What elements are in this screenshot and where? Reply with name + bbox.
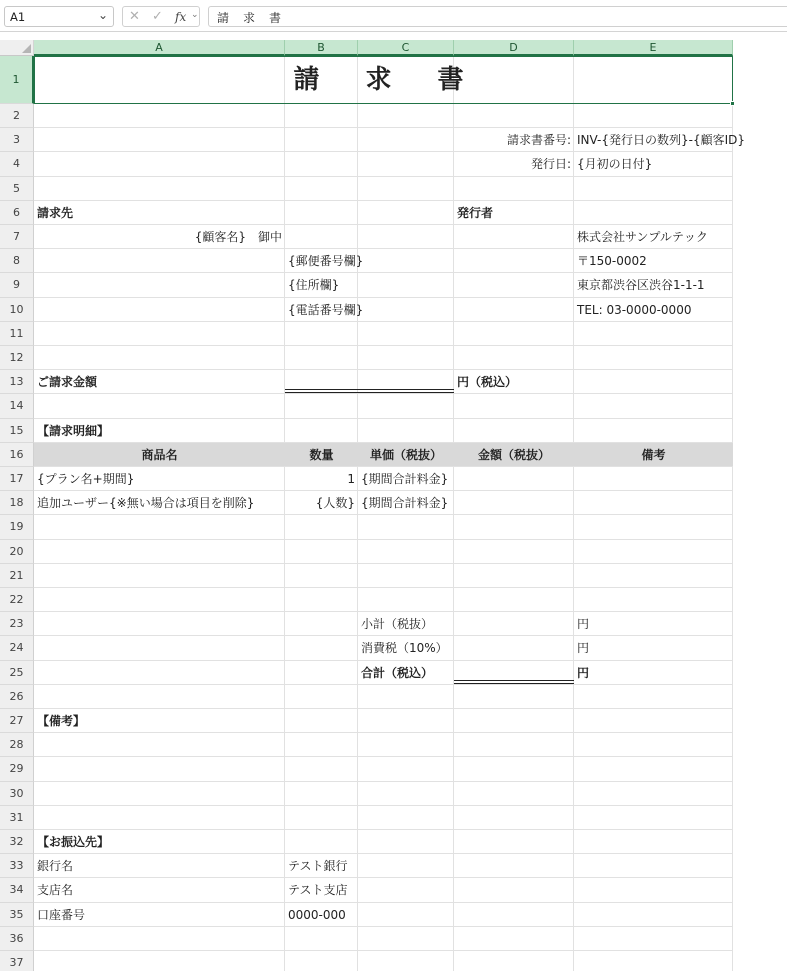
row-gridline <box>34 200 733 201</box>
title-cell[interactable]: 請 求 書 <box>34 56 733 104</box>
branch-value: テスト支店 <box>288 883 348 898</box>
row-header-25[interactable]: 25 <box>0 661 34 685</box>
row-header-33[interactable]: 33 <box>0 854 34 878</box>
row-header-27[interactable]: 27 <box>0 709 34 733</box>
row-header-34[interactable]: 34 <box>0 878 34 902</box>
cancel-icon[interactable]: ✕ <box>129 9 140 24</box>
table-header-unit-price: 単価（税抜） <box>369 447 442 462</box>
row-header-2[interactable]: 2 <box>0 104 34 128</box>
row-header-36[interactable]: 36 <box>0 927 34 951</box>
name-box[interactable] <box>4 6 114 27</box>
row-gridline <box>34 345 733 346</box>
invoice-number-label: 請求書番号: <box>506 133 571 148</box>
row-gridline <box>34 369 733 370</box>
table-header-qty: 数量 <box>309 447 334 462</box>
row-gridline <box>34 539 733 540</box>
row-header-14[interactable]: 14 <box>0 394 34 418</box>
item-name: {プラン名+期間} <box>37 472 135 486</box>
amount-double-underline <box>285 389 454 393</box>
row-gridline <box>34 902 733 903</box>
subtotal-unit: 円 <box>577 617 590 632</box>
row-header-29[interactable]: 29 <box>0 757 34 781</box>
row-header-21[interactable]: 21 <box>0 564 34 588</box>
issuer-tel: TEL: 03-0000-0000 <box>577 302 692 317</box>
row-gridline <box>34 732 733 733</box>
formula-input[interactable] <box>208 6 787 27</box>
row-header-15[interactable]: 15 <box>0 419 34 443</box>
insert-function-icon[interactable]: fx <box>175 10 187 24</box>
table-header-amount: 金額（税抜） <box>477 447 550 462</box>
table-header-name: 商品名 <box>141 447 178 462</box>
row-header-18[interactable]: 18 <box>0 491 34 515</box>
row-header-1[interactable]: 1 <box>0 56 34 104</box>
chevron-down-icon[interactable]: ⌄ <box>191 10 199 20</box>
row-gridline <box>34 877 733 878</box>
bank-label: 【お振込先】 <box>37 835 110 849</box>
row-header-26[interactable]: 26 <box>0 685 34 709</box>
details-label: 【請求明細】 <box>37 423 110 438</box>
postal-field: {郵便番号欄} <box>288 254 364 269</box>
formula-bar <box>0 0 787 32</box>
subtotal-label: 小計（税抜） <box>361 617 434 632</box>
account-value: 0000-000 <box>288 907 346 922</box>
formula-content: 請 求 書 <box>217 11 283 25</box>
row-header-3[interactable]: 3 <box>0 128 34 152</box>
name-box-value: A1 <box>10 10 26 24</box>
row-header-32[interactable]: 32 <box>0 830 34 854</box>
item-qty: 1 <box>347 472 355 486</box>
column-gridline <box>453 56 454 971</box>
tax-unit: 円 <box>577 641 590 656</box>
row-gridline <box>34 926 733 927</box>
row-gridline <box>34 563 733 564</box>
tax-label: 消費税（10%） <box>361 641 448 656</box>
bill-to-label: 請求先 <box>37 205 74 220</box>
row-gridline <box>34 587 733 588</box>
row-header-16[interactable]: 16 <box>0 443 34 467</box>
row-gridline <box>34 829 733 830</box>
bank-name-label: 銀行名 <box>37 859 74 874</box>
column-header-c[interactable]: C <box>358 40 454 56</box>
column-header <box>0 40 787 56</box>
row-header-8[interactable]: 8 <box>0 249 34 273</box>
row-header-9[interactable]: 9 <box>0 273 34 297</box>
amount-label: ご請求金額 <box>37 375 98 390</box>
item-qty: {人数} <box>315 496 355 511</box>
fill-handle[interactable] <box>730 101 735 106</box>
address-field: {住所欄} <box>288 278 340 293</box>
sheet-grid[interactable] <box>34 56 787 971</box>
item-price: {期間合計料金} <box>361 472 449 486</box>
row-header-23[interactable]: 23 <box>0 612 34 636</box>
column-gridline <box>732 56 733 971</box>
row-gridline <box>34 708 733 709</box>
row-header-20[interactable]: 20 <box>0 540 34 564</box>
row-header-19[interactable]: 19 <box>0 515 34 539</box>
row-gridline <box>34 393 733 394</box>
row-header-12[interactable]: 12 <box>0 346 34 370</box>
column-header-d[interactable]: D <box>454 40 574 56</box>
phone-field: {電話番号欄} <box>288 302 364 317</box>
chevron-down-icon[interactable]: ⌄ <box>97 8 108 22</box>
row-gridline <box>34 853 733 854</box>
issue-date-label: 発行日: <box>530 157 571 172</box>
row-header-37[interactable]: 37 <box>0 951 34 971</box>
amount-unit: 円（税込） <box>457 375 518 390</box>
bank-name-value: テスト銀行 <box>288 859 348 874</box>
customer-name: {顧客名} 御中 <box>194 230 282 244</box>
column-header-b[interactable]: B <box>285 40 358 56</box>
account-label: 口座番号 <box>37 907 86 922</box>
row-gridline <box>34 418 733 419</box>
row-header-31[interactable]: 31 <box>0 806 34 830</box>
row-gridline <box>34 805 733 806</box>
row-header-17[interactable]: 17 <box>0 467 34 491</box>
row-gridline <box>34 950 733 951</box>
row-gridline <box>34 756 733 757</box>
total-double-underline <box>454 680 574 684</box>
row-header-22[interactable]: 22 <box>0 588 34 612</box>
item-name: 追加ユーザー{※無い場合は項目を削除} <box>37 496 255 511</box>
select-all-button[interactable] <box>0 40 34 56</box>
invoice-number-value: INV-{発行日の数列}-{顧客ID} <box>577 133 746 148</box>
branch-label: 支店名 <box>37 883 74 898</box>
issuer-company: 株式会社サンプルテック <box>577 230 708 244</box>
row-header-28[interactable]: 28 <box>0 733 34 757</box>
formula-buttons <box>122 6 200 27</box>
item-price: {期間合計料金} <box>361 496 449 511</box>
row-header-11[interactable]: 11 <box>0 322 34 346</box>
total-label: 合計（税込） <box>361 665 434 680</box>
row-header-13[interactable]: 13 <box>0 370 34 394</box>
row-header-35[interactable]: 35 <box>0 903 34 927</box>
column-header-e[interactable]: E <box>574 40 733 56</box>
column-header-a[interactable]: A <box>34 40 285 56</box>
row-header-6[interactable]: 6 <box>0 201 34 225</box>
total-unit: 円 <box>577 665 590 680</box>
issue-date-value: {月初の日付} <box>577 157 653 172</box>
row-header-7[interactable]: 7 <box>0 225 34 249</box>
row-header-10[interactable]: 10 <box>0 298 34 322</box>
row-header-4[interactable]: 4 <box>0 152 34 176</box>
issuer-postal: 〒150-0002 <box>577 254 647 269</box>
row-header-30[interactable]: 30 <box>0 782 34 806</box>
table-header-notes: 備考 <box>641 447 666 462</box>
confirm-icon[interactable]: ✓ <box>152 9 163 24</box>
issuer-label: 発行者 <box>457 205 494 220</box>
row-gridline <box>34 781 733 782</box>
column-gridline <box>573 56 574 971</box>
issuer-address: 東京都渋谷区渋谷1-1-1 <box>577 278 705 293</box>
notes-label: 【備考】 <box>37 714 86 728</box>
row-header-24[interactable]: 24 <box>0 636 34 660</box>
row-header-5[interactable]: 5 <box>0 177 34 201</box>
